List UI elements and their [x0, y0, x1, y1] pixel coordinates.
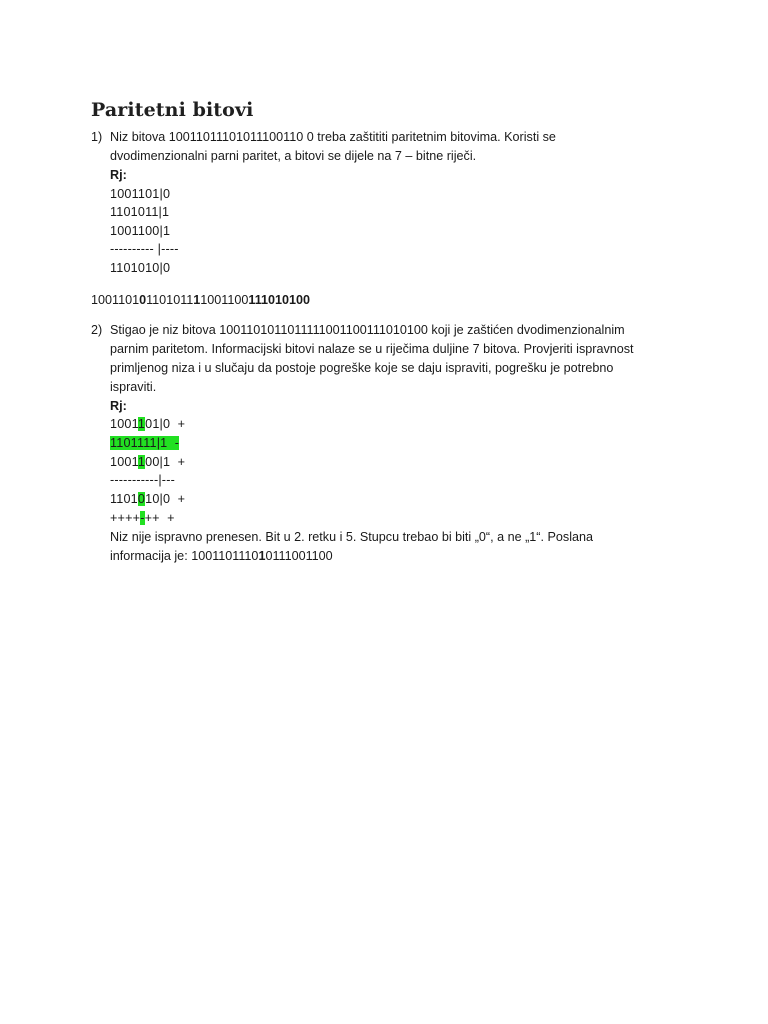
task1-result-part: 1001101	[91, 293, 140, 307]
task2-row-1	[110, 415, 185, 434]
task1-parity-row: 1101010|0	[110, 261, 171, 275]
task1-result-part-bold: 0	[139, 293, 147, 307]
conclusion-text: 0111001100	[265, 549, 333, 563]
task1-text-line1: Niz bitova 10011011101011100110 0 treba zaštititi paritetnim bitovima. Koristi se	[110, 130, 556, 144]
row-bits: 01|0 +	[145, 417, 186, 431]
task2-separator-row: -----------|---	[110, 473, 175, 487]
row-bits: 00|1 +	[145, 455, 186, 469]
task2-text-line1: Stigao je niz bitova 1001101011011111001100111010100 koji je zaštićen dvodimenzionalnim	[110, 323, 625, 337]
highlighted-bit: 1	[137, 455, 146, 469]
page-title: Paritetni bitovi	[91, 99, 254, 121]
row-bits: 1001	[110, 417, 138, 431]
row-bits: 10|0 +	[145, 492, 186, 506]
task2-rj-label: Rj:	[110, 399, 127, 413]
task2-conclusion-line2	[110, 547, 333, 566]
task1-result-part-bold: 1	[193, 293, 201, 307]
task1-row-1: 1001101|0	[110, 187, 171, 201]
corrected-bit: 1	[258, 549, 266, 563]
task1-row-2: 1101011|1	[110, 205, 170, 219]
task1-result-part-bold: 111010100	[248, 293, 311, 307]
task1-separator-row: ---------- |----	[110, 242, 179, 256]
check-marks: ++++	[110, 511, 141, 525]
task2-parity-row	[110, 490, 185, 509]
check-marks: ++ +	[144, 511, 175, 525]
task1-text-line2: dvodimenzionalni parni paritet, a bitovi se dijele na 7 – bitne riječi.	[110, 149, 477, 163]
task2-check-row	[110, 509, 175, 528]
highlighted-mark: -	[140, 511, 145, 525]
row-bits: 1101	[110, 492, 138, 506]
row-bits: 1001	[110, 455, 138, 469]
task1-number: 1)	[91, 130, 103, 144]
task2-number: 2)	[91, 323, 103, 337]
task2-row-2	[110, 434, 179, 453]
task2-text-line4: ispraviti.	[110, 380, 157, 394]
task2-conclusion-line1: Niz nije ispravno prenesen. Bit u 2. retku i 5. Stupcu trebao bi biti „0“, a ne „1“. Poslana	[110, 530, 594, 544]
task1-row-3: 1001100|1	[110, 224, 171, 238]
task1-rj-label: Rj:	[110, 168, 127, 182]
task2-text-line2: parnim paritetom. Informacijski bitovi nalaze se u riječima duljine 7 bitova. Provjeriti ispravnost	[110, 342, 634, 356]
task1-result-part: 1101011	[146, 293, 194, 307]
highlighted-bit: 0	[137, 492, 146, 506]
task1-result-part: 1001100	[200, 293, 249, 307]
conclusion-text: informacija je: 1001101110	[110, 549, 259, 563]
task2-text-line3: primljenog niza i u slučaju da postoje pogreške koje se daju ispraviti, pogrešku je potrebno	[110, 361, 614, 375]
highlighted-bit: 1	[137, 417, 146, 431]
task1-result	[91, 291, 310, 310]
highlighted-row: 1101111|1 -	[110, 436, 180, 450]
task2-row-3	[110, 453, 185, 472]
